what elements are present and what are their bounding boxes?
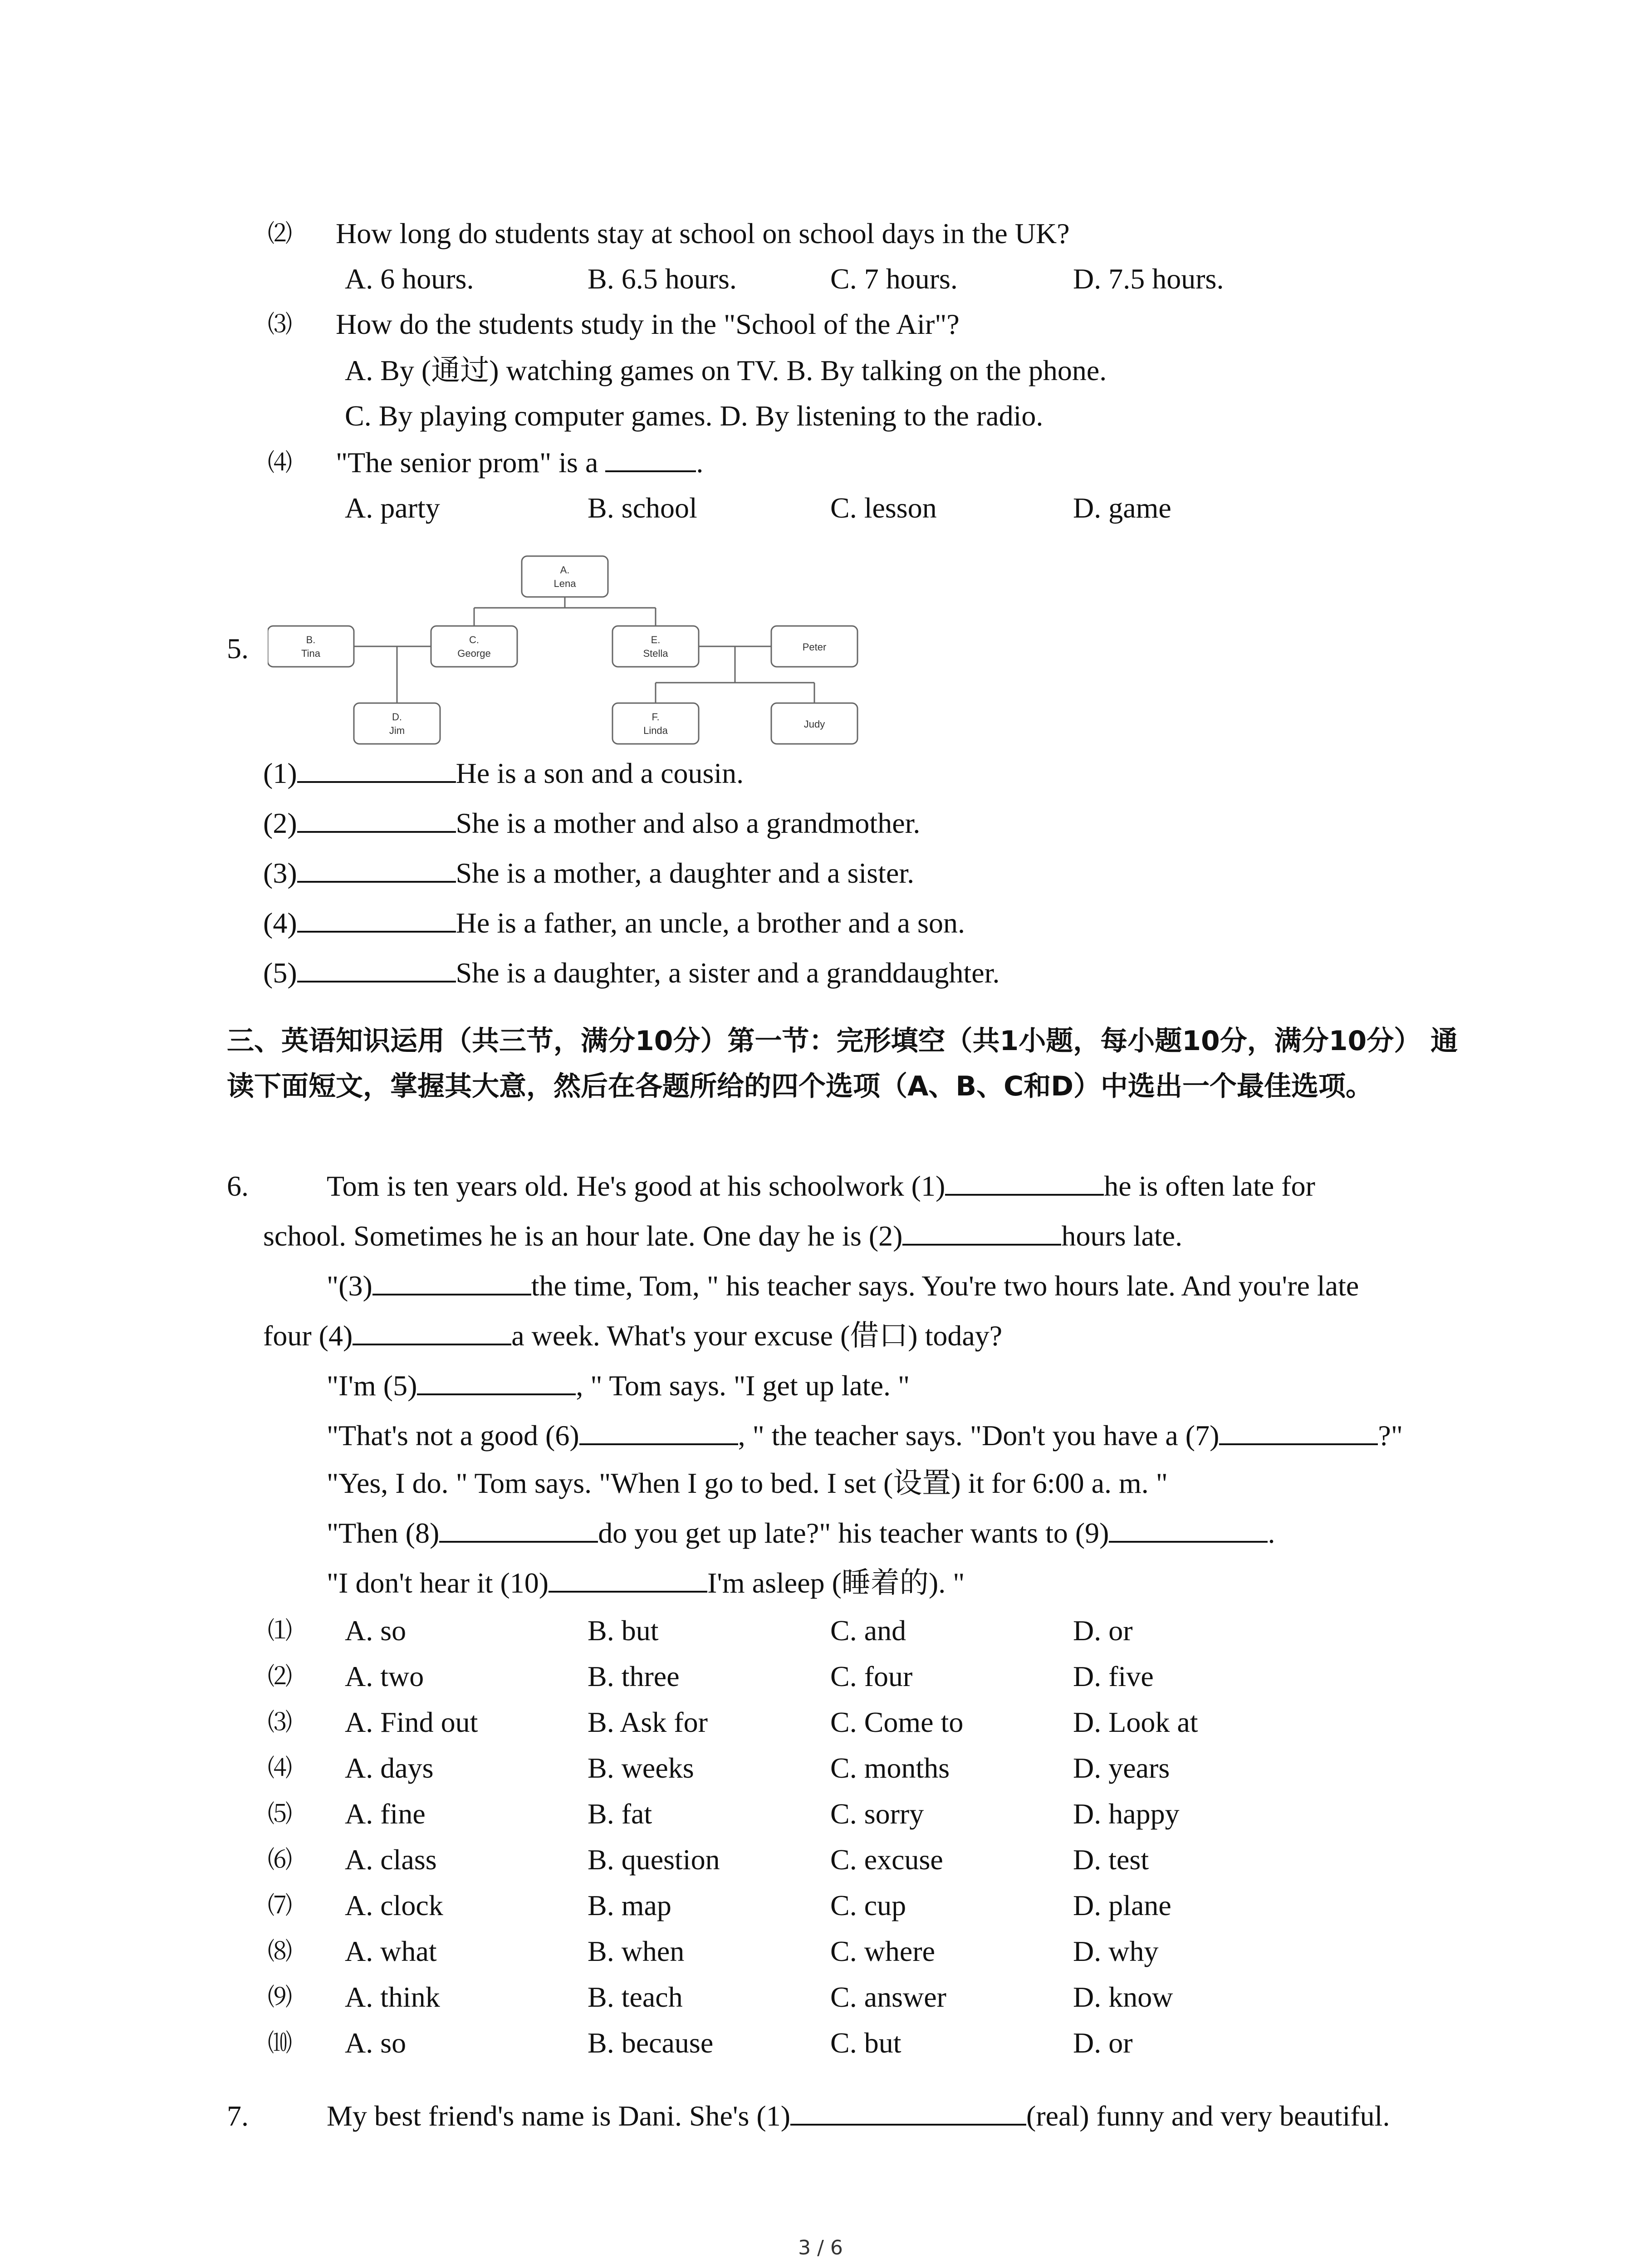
section-3-heading: 三、英语知识运用（共三节，满分10分）第一节：完形填空（共1小题，每小题10分，满分10分） 通读下面短文，掌握其大意，然后在各题所给的四个选项（A、B、C和D）中选出一个最佳选项。 — [227, 1025, 1458, 1102]
q6-option-row-5-number: ⑸ — [268, 1799, 292, 1828]
q5-item-2-text: She is a mother and also a grandmother. — [456, 807, 921, 839]
q6-line-5-pre: "I'm (5) — [327, 1369, 417, 1402]
q6-option-row-3-d: D. Look at — [1073, 1706, 1198, 1738]
q6-option-row-5-b: B. fat — [588, 1798, 652, 1830]
q6-line-3-post: the time, Tom, " his teacher says. You're two hours late. And you're late — [531, 1270, 1359, 1302]
family-tree-diagram — [268, 553, 867, 753]
blank-6[interactable] — [579, 1418, 738, 1445]
q4-item-2-option-a: A. 6 hours. — [345, 263, 474, 295]
q5-item-4 — [263, 905, 965, 941]
q6-line-2-pre: school. Sometimes he is an hour late. One day he is (2) — [263, 1220, 903, 1252]
q6-option-row-7-a: A. clock — [345, 1889, 443, 1921]
q6-option-row-2-d: D. five — [1073, 1660, 1154, 1692]
q4-item-4-option-d: D. game — [1073, 492, 1171, 524]
tree-node-jim — [354, 703, 440, 744]
q6-option-row-4-d: D. years — [1073, 1752, 1170, 1784]
q4-item-3-number: ⑶ — [268, 310, 292, 338]
tree-peter-name: Peter — [802, 641, 827, 653]
q6-line-8 — [327, 1515, 1275, 1551]
q6-option-row-10-a: A. so — [345, 2027, 407, 2059]
q6-option-row-5-a: A. fine — [345, 1798, 426, 1830]
q6-option-row-2-a: A. two — [345, 1660, 424, 1692]
q6-option-row-8-b: B. when — [588, 1935, 685, 1967]
page-number: 3 / 6 — [798, 2236, 843, 2259]
q7-number: 7. — [227, 2100, 249, 2132]
blank-8[interactable] — [439, 1515, 598, 1543]
tree-george-letter: C. — [469, 634, 479, 645]
tree-linda-name: Linda — [643, 725, 668, 736]
q6-line-1-pre: Tom is ten years old. He's good at his schoolwork (1) — [327, 1170, 945, 1202]
tree-lena-name: Lena — [554, 578, 576, 589]
q6-line-1-post: he is often late for — [1104, 1170, 1315, 1202]
q4-item-2-number: ⑵ — [268, 219, 292, 248]
q5-item-5 — [263, 955, 999, 991]
q6-option-row-10-b: B. because — [588, 2027, 714, 2059]
blank-2[interactable] — [902, 1218, 1061, 1246]
q6-option-row-5-d: D. happy — [1073, 1798, 1180, 1830]
tree-node-linda — [612, 703, 699, 744]
q6-line-6-mid: , " the teacher says. "Don't you have a (7) — [738, 1419, 1220, 1452]
q6-option-row-8-c: C. where — [830, 1935, 936, 1967]
q6-option-row-9-d: D. know — [1073, 1981, 1173, 2013]
q6-option-row-1-b: B. but — [588, 1614, 659, 1647]
q6-number: 6. — [227, 1170, 249, 1202]
q5-item-3 — [263, 855, 914, 891]
q6-option-row-7-b: B. map — [588, 1889, 671, 1921]
q6-line-1 — [327, 1168, 1315, 1204]
q6-line-9 — [327, 1565, 965, 1601]
tree-george-name: George — [457, 648, 491, 659]
q6-option-row-9-b: B. teach — [588, 1981, 683, 2013]
q6-option-row-2-number: ⑵ — [268, 1662, 292, 1691]
q6-option-row-6-b: B. question — [588, 1843, 720, 1876]
blank-1[interactable] — [790, 2098, 1026, 2126]
q4-item-4-option-c: C. lesson — [830, 492, 937, 524]
q6-option-row-1-number: ⑴ — [268, 1616, 292, 1645]
q6-line-4-pre: four (4) — [263, 1320, 353, 1352]
tree-tina-name: Tina — [301, 648, 320, 659]
q4-item-4-number: ⑷ — [268, 448, 292, 477]
answer-blank[interactable] — [297, 855, 456, 883]
tree-node-george — [431, 626, 517, 667]
q6-option-row-6-number: ⑹ — [268, 1845, 292, 1874]
blank-3[interactable] — [372, 1268, 531, 1295]
q5-item-2-label: (2) — [263, 807, 297, 839]
answer-blank[interactable] — [605, 445, 696, 472]
q5-item-1-text: He is a son and a cousin. — [456, 757, 744, 789]
q6-option-row-8-number: ⑻ — [268, 1937, 292, 1965]
q6-option-row-2-b: B. three — [588, 1660, 680, 1692]
blank-9[interactable] — [1109, 1515, 1268, 1543]
q6-option-row-3-number: ⑶ — [268, 1708, 292, 1736]
q6-option-row-3-a: A. Find out — [345, 1706, 478, 1738]
q6-option-row-4-a: A. days — [345, 1752, 434, 1784]
q6-option-row-8-d: D. why — [1073, 1935, 1159, 1967]
q4-item-4-question — [336, 445, 703, 481]
q6-line-4-post: a week. What's your excuse (借口) today? — [511, 1320, 1003, 1352]
q6-option-row-1-c: C. and — [830, 1614, 906, 1647]
q6-option-row-9-number: ⑼ — [268, 1983, 292, 2011]
answer-blank[interactable] — [297, 756, 456, 783]
q4-item-3-options-line1: A. By (通过) watching games on TV. B. By talking on the phone. — [345, 354, 1107, 386]
q6-option-row-9-c: C. answer — [830, 1981, 946, 2013]
tree-node-lena — [522, 556, 608, 597]
q5-number: 5. — [227, 632, 249, 665]
q6-option-row-10-number: ⑽ — [268, 2028, 292, 2057]
q5-item-5-label: (5) — [263, 957, 297, 989]
tree-stella-letter: E. — [651, 634, 661, 645]
q6-option-row-8-a: A. what — [345, 1935, 437, 1967]
q6-option-row-4-b: B. weeks — [588, 1752, 694, 1784]
q6-line-8-mid: do you get up late?" his teacher wants to (9) — [598, 1517, 1109, 1549]
q4-item-2-option-d: D. 7.5 hours. — [1073, 263, 1224, 295]
q5-item-3-label: (3) — [263, 857, 297, 889]
q4-item-4-question-post: . — [696, 446, 704, 479]
q6-line-3-pre: "(3) — [327, 1270, 372, 1302]
blank-7[interactable] — [1219, 1418, 1378, 1445]
q6-option-row-5-c: C. sorry — [830, 1798, 924, 1830]
q5-item-4-text: He is a father, an uncle, a brother and a son. — [456, 907, 965, 939]
tree-linda-letter: F. — [652, 711, 660, 723]
q6-line-2 — [263, 1218, 1182, 1254]
tree-node-stella — [612, 626, 699, 667]
q6-line-6-post: ?" — [1378, 1419, 1403, 1452]
q6-option-row-10-c: C. but — [830, 2027, 901, 2059]
blank-5[interactable] — [417, 1368, 576, 1395]
q6-option-row-6-c: C. excuse — [830, 1843, 943, 1876]
q6-line-6-pre: "That's not a good (6) — [327, 1419, 579, 1452]
q6-option-row-4-c: C. months — [830, 1752, 950, 1784]
q6-line-3 — [327, 1268, 1359, 1304]
q5-item-1-label: (1) — [263, 757, 297, 789]
q4-item-2-question: How long do students stay at school on school days in the UK? — [336, 217, 1070, 249]
q6-option-row-3-b: B. Ask for — [588, 1706, 708, 1738]
q6-line-6 — [327, 1418, 1403, 1454]
q4-item-3-options-line2: C. By playing computer games. D. By listening to the radio. — [345, 400, 1043, 432]
answer-blank[interactable] — [297, 955, 456, 982]
q6-option-row-7-d: D. plane — [1073, 1889, 1171, 1921]
q6-option-row-1-d: D. or — [1073, 1614, 1133, 1647]
q6-line-9-post: I'm asleep (睡着的). " — [707, 1567, 965, 1599]
q6-option-row-7-c: C. cup — [830, 1889, 906, 1921]
q6-option-row-9-a: A. think — [345, 1981, 440, 2013]
tree-node-tina — [268, 626, 354, 667]
q4-item-2-option-c: C. 7 hours. — [830, 263, 958, 295]
q6-option-row-6-d: D. test — [1073, 1843, 1149, 1876]
tree-lena-letter: A. — [560, 564, 570, 576]
blank-10[interactable] — [549, 1565, 707, 1593]
answer-blank[interactable] — [297, 806, 456, 833]
q4-item-4-option-b: B. school — [588, 492, 697, 524]
q6-line-9-pre: "I don't hear it (10) — [327, 1567, 549, 1599]
q6-line-4 — [263, 1318, 1002, 1354]
q6-option-row-7-number: ⑺ — [268, 1891, 292, 1920]
q6-line-7: "Yes, I do. " Tom says. "When I go to bed. I set (设置) it for 6:00 a. m. " — [327, 1467, 1168, 1499]
q6-option-row-1-a: A. so — [345, 1614, 407, 1647]
q4-item-4-question-pre: "The senior prom" is a — [336, 446, 606, 479]
q7-line-1 — [327, 2098, 1390, 2134]
tree-tina-letter: B. — [306, 634, 316, 645]
q6-line-8-post: . — [1268, 1517, 1275, 1549]
q6-line-2-post: hours late. — [1061, 1220, 1183, 1252]
q6-line-5 — [327, 1368, 910, 1404]
tree-jim-name: Jim — [389, 725, 405, 736]
tree-stella-name: Stella — [643, 648, 668, 659]
q4-item-4-option-a: A. party — [345, 492, 440, 524]
q5-item-2 — [263, 805, 920, 841]
q6-option-row-3-c: C. Come to — [830, 1706, 964, 1738]
q6-line-5-post: , " Tom says. "I get up late. " — [576, 1369, 910, 1402]
q5-item-4-label: (4) — [263, 907, 297, 939]
q4-item-2-option-b: B. 6.5 hours. — [588, 263, 737, 295]
tree-judy-name: Judy — [803, 719, 825, 730]
q6-option-row-4-number: ⑷ — [268, 1754, 292, 1782]
tree-jim-letter: D. — [392, 711, 402, 723]
q4-item-3-question: How do the students study in the "School of the Air"? — [336, 308, 960, 340]
blank-4[interactable] — [353, 1318, 511, 1345]
q7-line-1-post: (real) funny and very beautiful. — [1026, 2100, 1390, 2132]
q6-option-row-2-c: C. four — [830, 1660, 913, 1692]
q6-option-row-10-d: D. or — [1073, 2027, 1133, 2059]
q6-option-row-6-a: A. class — [345, 1843, 437, 1876]
blank-1[interactable] — [945, 1168, 1104, 1196]
q5-item-5-text: She is a daughter, a sister and a granddaughter. — [456, 957, 1000, 989]
q7-line-1-pre: My best friend's name is Dani. She's (1) — [327, 2100, 790, 2132]
q5-item-1 — [263, 755, 744, 792]
answer-blank[interactable] — [297, 905, 456, 933]
q6-line-8-pre: "Then (8) — [327, 1517, 440, 1549]
q5-item-3-text: She is a mother, a daughter and a sister. — [456, 857, 915, 889]
